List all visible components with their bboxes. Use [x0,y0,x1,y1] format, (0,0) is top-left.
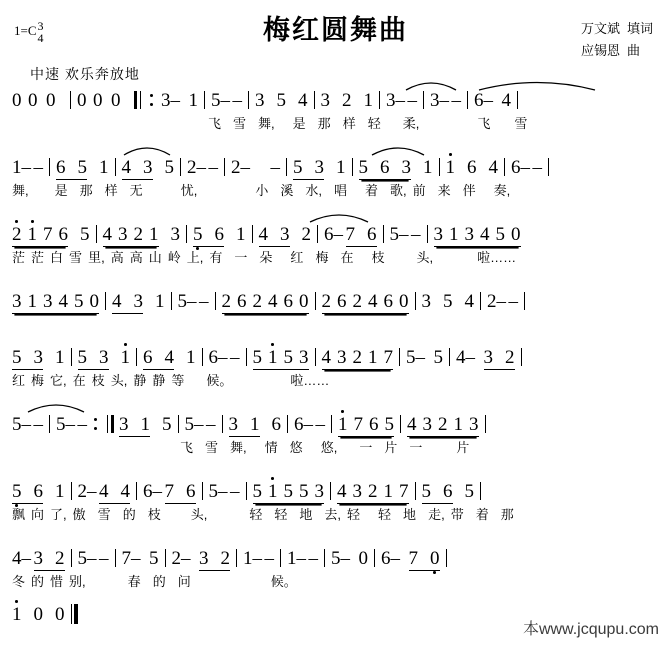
lyricist-name: 万文斌 [580,21,620,36]
notes-line-9: 1 0 0 [12,602,662,628]
lyrics-line-8: 冬 的 惜 别, 春 的 问 候。 [12,574,297,589]
notes-line-7: 5 6 1 2– 4 4 6– 7 6 5– – 5 1 5 5 3 4 3 2 1 7 5 6 5 [12,479,662,505]
final-barline [71,604,79,624]
lyrics-line-1: 飞 雪 舞, 是 那 样 轻 柔, 飞 雪 [208,116,528,131]
notes-line-1: 0 0 0 0 0 0 3– 1 5– – 3 5 4 3 2 1 3– – 3– – 6– 4 [12,88,662,114]
music-system-4 [12,289,662,335]
composer-role: 曲 [626,43,640,58]
music-system-8 [12,546,662,592]
repeat-end-barline [104,415,114,433]
tempo-marking: 中速 欢乐奔放地 [30,66,140,82]
notes-line-8: 4– 3 2 5– – 7– 5 2– 3 2 1– – 1– – 5– 0 6– 7 0 [12,546,662,572]
music-system-1 [12,88,662,134]
notes-line-6: 5– – 5– – 3 1 5 5– – 3 1 6 6– – 1 7 6 5 4 3 2 1 3 [12,412,662,438]
music-system-2 [12,155,662,201]
notes-line-2: 1– – 6 5 1 4 3 5 2– – 2– – 5 3 1 5 6 3 1 1 6 4 6– – [12,155,662,181]
page-title: 梅红圆舞曲 [263,15,408,45]
time-signature-denominator: 4 [37,31,44,45]
lyrics-line-3: 茫 茫 白 雪 里, 高 高 山 岭 上, 有 一 朵 红 梅 在 枝 头, 啦…… [12,250,517,265]
time-signature-numerator: 3 [37,19,44,33]
music-system-6 [12,412,662,458]
music-system-7 [12,479,662,525]
key-signature-text: 1=C [14,22,37,38]
credits [581,18,653,62]
notes-line-3: 2 1 7 6 5 4 3 2 1 3 5 6 1 4 3 2 6– 7 6 5– – 3 1 3 4 5 0 [12,224,521,245]
lyrics-line-2: 舞, 是 那 样 无 忧, 小 溪 水, 唱 着 歌, 前 来 伴 奏, [12,183,511,198]
lyrics-line-7: 飘 向 了, 傲 雪 的 枝 头, 轻 轻 地 去, 轻 轻 地 走, 带 着 那 [12,507,514,522]
lyrics-line-5: 红 梅 它, 在 枝 头, 静 静 等 候。 啦…… [12,373,330,388]
music-system-5 [12,345,662,391]
credit-row-lyricist [581,18,653,40]
notes-line-4: 3 1 3 4 5 0 4 3 1 5– – 2 6 2 4 6 0 2 6 2 4 6 0 3 5 4 2– – [12,289,662,315]
watermark: 本www.jcqupu.com [522,621,659,638]
lyricist-role: 填词 [626,21,653,36]
composer-name: 应锡恩 [580,43,620,58]
credit-row-composer [581,40,653,62]
notes-line-5: 5 3 1 5 3 1 6 4 1 6– – 5 1 5 3 4 3 2 1 7 5– 5 4– 3 2 [12,345,662,371]
music-system-3 [12,222,662,268]
repeat-start-barline [134,91,144,109]
lyrics-line-6: 飞 雪 舞, 情 悠 悠, 一 片 一 片 [180,440,470,455]
lyrics-line-4 [12,315,662,335]
